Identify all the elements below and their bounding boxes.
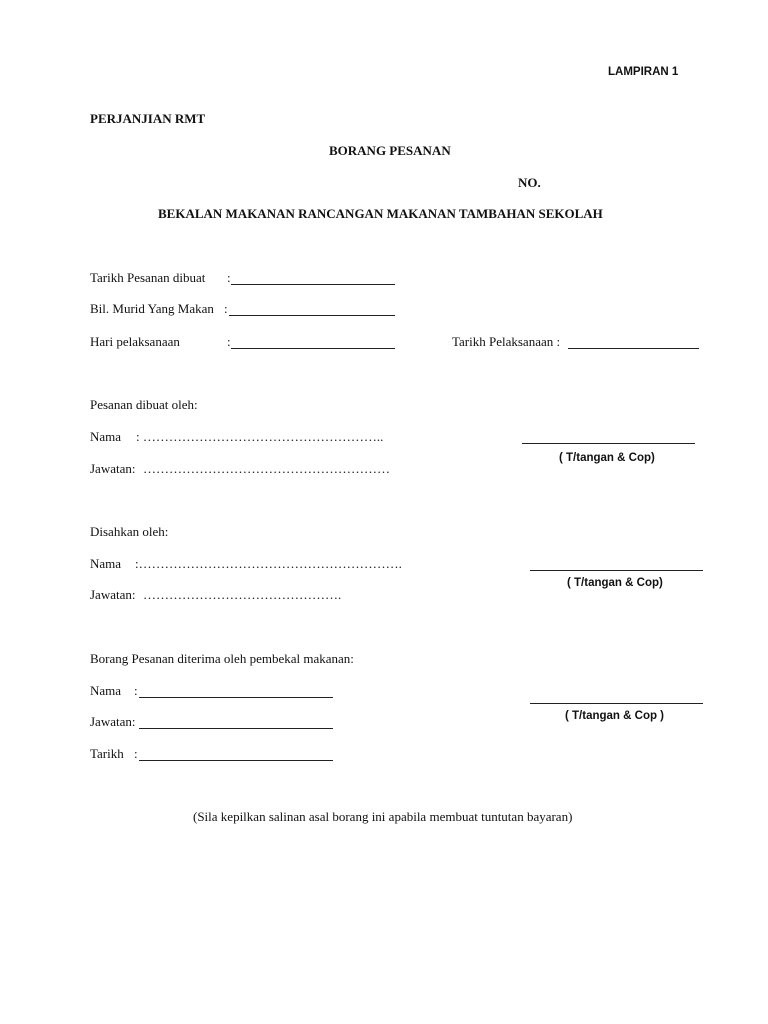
disahkan-nama-field[interactable]: :……………………………………………………. [135,556,402,571]
pesanan-nama-label: Nama [90,429,122,444]
diterima-nama-field[interactable] [139,697,333,698]
pesanan-nama-field[interactable]: : ……………………………………………….. [136,429,384,444]
disahkan-jawatan-label: Jawatan: [90,587,136,602]
tarikh-pesanan-label: Tarikh Pesanan dibuat [90,270,206,285]
diterima-jawatan-label: Jawatan: [90,714,136,729]
bil-murid-label: Bil. Murid Yang Makan [90,301,214,316]
diterima-nama-label: Nama [90,683,122,698]
lampiran-label: LAMPIRAN 1 [608,66,679,78]
diterima-nama-colon: : [134,683,138,698]
bil-murid-colon: : [224,301,228,316]
diterima-tarikh-field[interactable] [139,760,333,761]
bil-murid-field[interactable] [229,315,395,316]
diterima-tarikh-colon: : [134,746,138,761]
pesanan-heading: Pesanan dibuat oleh: [90,397,198,412]
hari-pelaksanaan-colon: : [227,334,231,349]
hari-pelaksanaan-field[interactable] [231,348,395,349]
borang-title: BORANG PESANAN [329,143,451,158]
pesanan-jawatan-label: Jawatan: [90,461,136,476]
tarikh-pesanan-colon: : [227,270,231,285]
pesanan-jawatan-field[interactable]: ………………………………………………… [143,461,390,476]
no-label: NO. [518,175,541,190]
footer-note: (Sila kepilkan salinan asal borang ini apabila membuat tuntutan bayaran) [193,809,573,824]
diterima-signature-line[interactable] [530,703,703,704]
tarikh-pesanan-field[interactable] [231,284,395,285]
disahkan-nama-label: Nama [90,556,122,571]
disahkan-signature-line[interactable] [530,570,703,571]
diterima-signature-caption: ( T/tangan & Cop ) [565,710,665,722]
pesanan-signature-caption: ( T/tangan & Cop) [559,452,655,464]
disahkan-jawatan-field[interactable]: ………………………………………. [143,587,342,602]
perjanjian-title: PERJANJIAN RMT [90,111,206,126]
tarikh-pelaksanaan-label: Tarikh Pelaksanaan : [452,334,561,349]
diterima-jawatan-field[interactable] [139,728,333,729]
diterima-heading: Borang Pesanan diterima oleh pembekal makanan: [90,651,354,666]
hari-pelaksanaan-label: Hari pelaksanaan [90,334,180,349]
disahkan-signature-caption: ( T/tangan & Cop) [567,577,663,589]
pesanan-signature-line[interactable] [522,443,695,444]
diterima-tarikh-label: Tarikh [90,746,124,761]
tarikh-pelaksanaan-field[interactable] [568,348,699,349]
disahkan-heading: Disahkan oleh: [90,524,169,539]
bekalan-title: BEKALAN MAKANAN RANCANGAN MAKANAN TAMBAHAN SEKOLAH [158,206,603,221]
